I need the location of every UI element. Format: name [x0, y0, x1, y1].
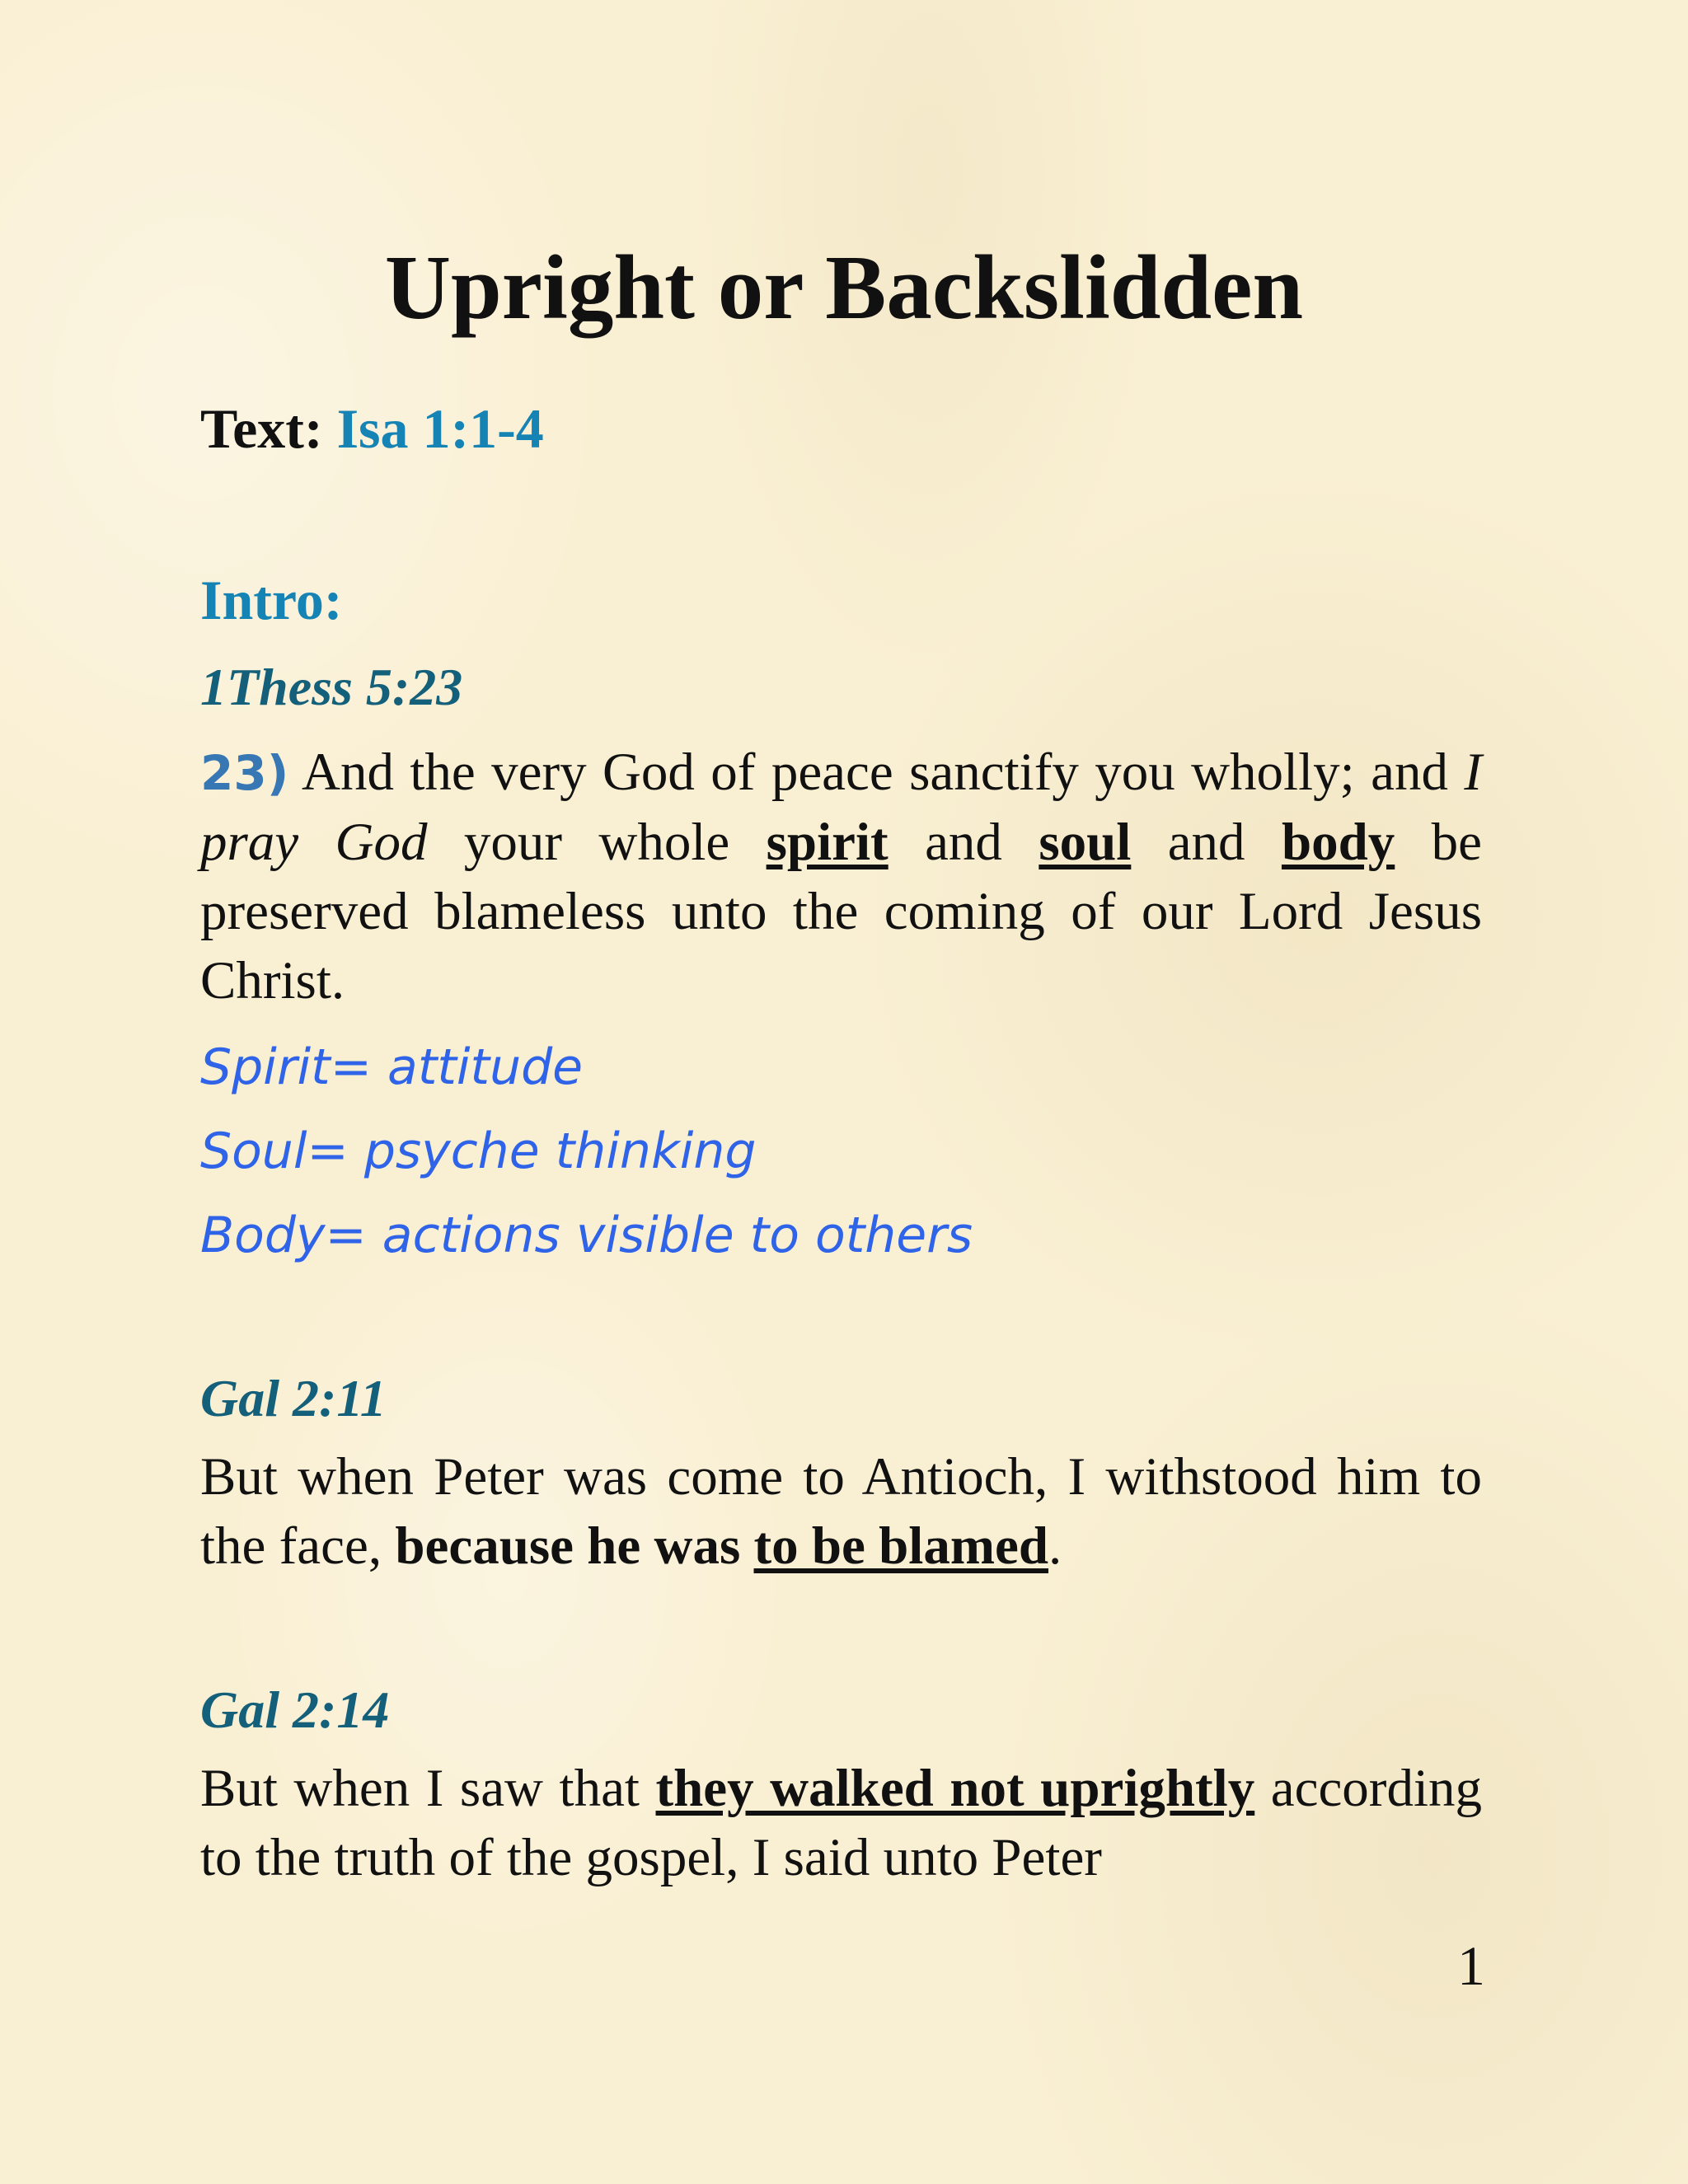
note-body: Body= actions visible to others — [200, 1207, 973, 1264]
verse-emphasis: they walked not uprightly — [655, 1759, 1255, 1818]
keyword-spirit: spirit — [766, 813, 889, 872]
verse-gal-2-11 — [200, 1442, 1482, 1581]
verse-bold-text: because he was — [395, 1516, 754, 1576]
text-reference: Isa 1:1-4 — [336, 397, 544, 460]
verse-text: according to the truth of the gospel, I said unto Peter — [200, 1759, 1483, 1887]
verse-gal-2-14 — [200, 1754, 1482, 1892]
reference-gal-2-11: Gal 2:11 — [200, 1369, 387, 1427]
verse-1thess-5-23 — [200, 738, 1482, 1015]
verse-text: be preserved blameless unto the coming of our Lord Jesus Christ. — [200, 813, 1482, 1010]
note-soul: Soul= psyche thinking — [200, 1122, 757, 1180]
page-title: Upright or Backslidden — [384, 237, 1304, 339]
verse-text: And the very God of peace sanctify you wholly; and — [288, 743, 1465, 802]
text-reference-line — [200, 394, 544, 463]
note-spirit: Spirit= attitude — [200, 1038, 584, 1096]
verse-text: . — [1048, 1516, 1062, 1576]
verse-text: and — [888, 813, 1039, 872]
text-label: Text: — [200, 397, 323, 460]
verse-text: But when I saw that — [200, 1759, 656, 1818]
verse-text: your whole — [427, 813, 767, 872]
verse-number: 23) — [200, 745, 289, 801]
verse-italic-text: I pray God — [200, 743, 1482, 872]
verse-text: But when Peter was come to Antioch, I withstood him to the face, — [200, 1447, 1482, 1576]
keyword-soul: soul — [1039, 813, 1132, 872]
verse-text: and — [1131, 813, 1282, 872]
page-number: 1 — [1457, 1934, 1485, 1997]
verse-emphasis: to be blamed — [753, 1516, 1048, 1576]
reference-gal-2-14: Gal 2:14 — [200, 1680, 390, 1739]
reference-1thess: 1Thess 5:23 — [200, 658, 463, 716]
keyword-body: body — [1281, 813, 1395, 872]
intro-heading: Intro: — [200, 569, 343, 631]
